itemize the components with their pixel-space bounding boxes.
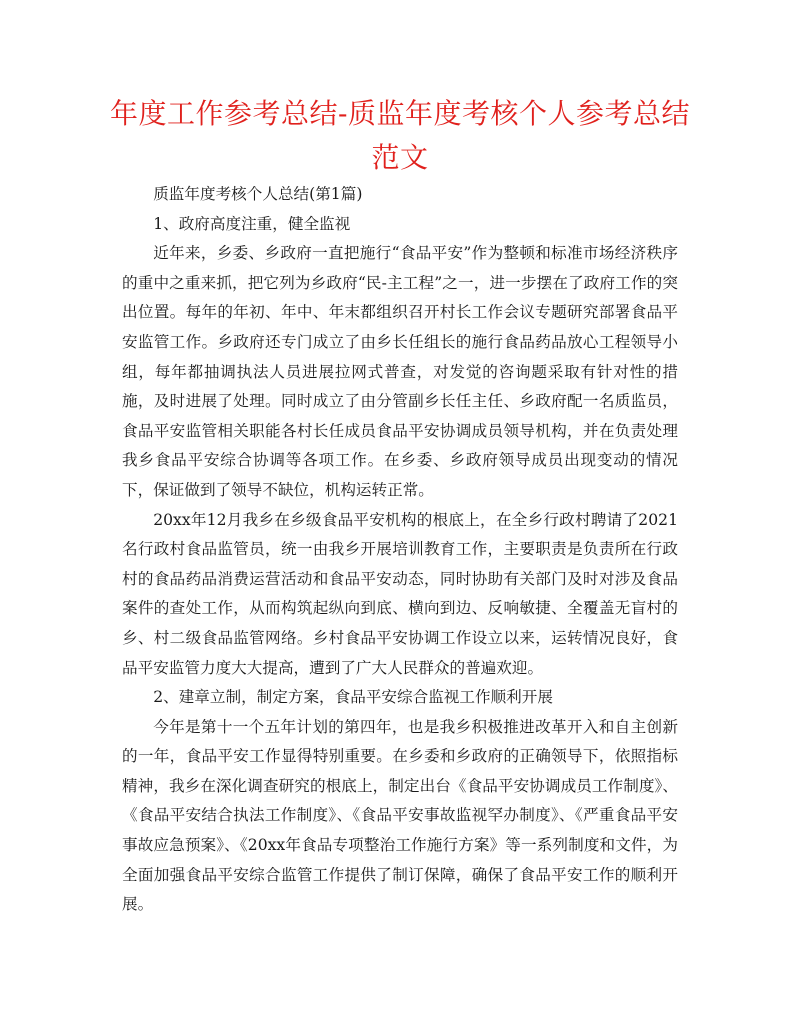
section-heading: 2、建章立制，制定方案，食品平安综合监视工作顺利开展 xyxy=(153,688,553,707)
body-paragraph: 20xx年12月我乡在乡级食品平安机构的根底上，在全乡行政村聘请了2021名行政村食品监管员，统一由我乡开展培训教育工作，主要职责是负责所在行政村的食品药品消费运营活动和食品平安动态，同时协助有关部门及时对涉及食品案件的查处工作，从而构筑起纵向到底、横向到边、反响敏捷、全覆盖无盲村的乡、村二级食品监管网络。乡村食品平安协调工作设立以来，运转情况良好，食品平安监管力度大大提高，遭到了广大人民群众的普遍欢迎。 xyxy=(122,510,678,677)
section-heading: 1、政府高度注重，健全监视 xyxy=(153,214,351,233)
body-paragraph: 近年来，乡委、乡政府一直把施行“食品平安”作为整顿和标准市场经济秩序的重中之重来抓，把它列为乡政府“民-主工程”之一，进一步摆在了政府工作的突出位置。每年的年初、年中、年末都组织召开村长工作会议专题研究部署食品平安监管工作。乡政府还专门成立了由乡长任组长的施行食品药品放心工程领导小组，每年都抽调执法人员进展拉网式普查，对发觉的咨询题采取有针对性的措施，及时进展了处理。同时成立了由分管副乡长任主任、乡政府配一名质监员，食品平安监管相关职能各村长任成员食品平安协调成员领导机构，并在负责处理我乡食品平安综合协调等各项工作。在乡委、乡政府领导成员出现变动的情况下，保证做到了领导不缺位，机构运转正常。 xyxy=(122,244,678,499)
section-heading: 质监年度考核个人总结(第1篇) xyxy=(153,185,363,203)
document-title: 年度工作参考总结-质监年度考核个人参考总结范文 xyxy=(110,97,690,174)
body-paragraph: 今年是第十一个五年计划的第四年，也是我乡积极推进改革开入和自主创新的一年，食品平安工作显得特别重要。在乡委和乡政府的正确领导下，依照指标精神，我乡在深化调查研究的根底上，制定出台《食品平安协调成员工作制度》、《食品平安结合执法工作制度》、《食品平安事故监视罕办制度》、《严重食品平安事故应急预案》、《20xx年食品专项整治工作施行方案》等一系列制度和文件，为全面加强食品平安综合监管工作提供了制订保障，确保了食品平安工作的顺利开展。 xyxy=(122,717,678,914)
document-body xyxy=(122,180,678,920)
